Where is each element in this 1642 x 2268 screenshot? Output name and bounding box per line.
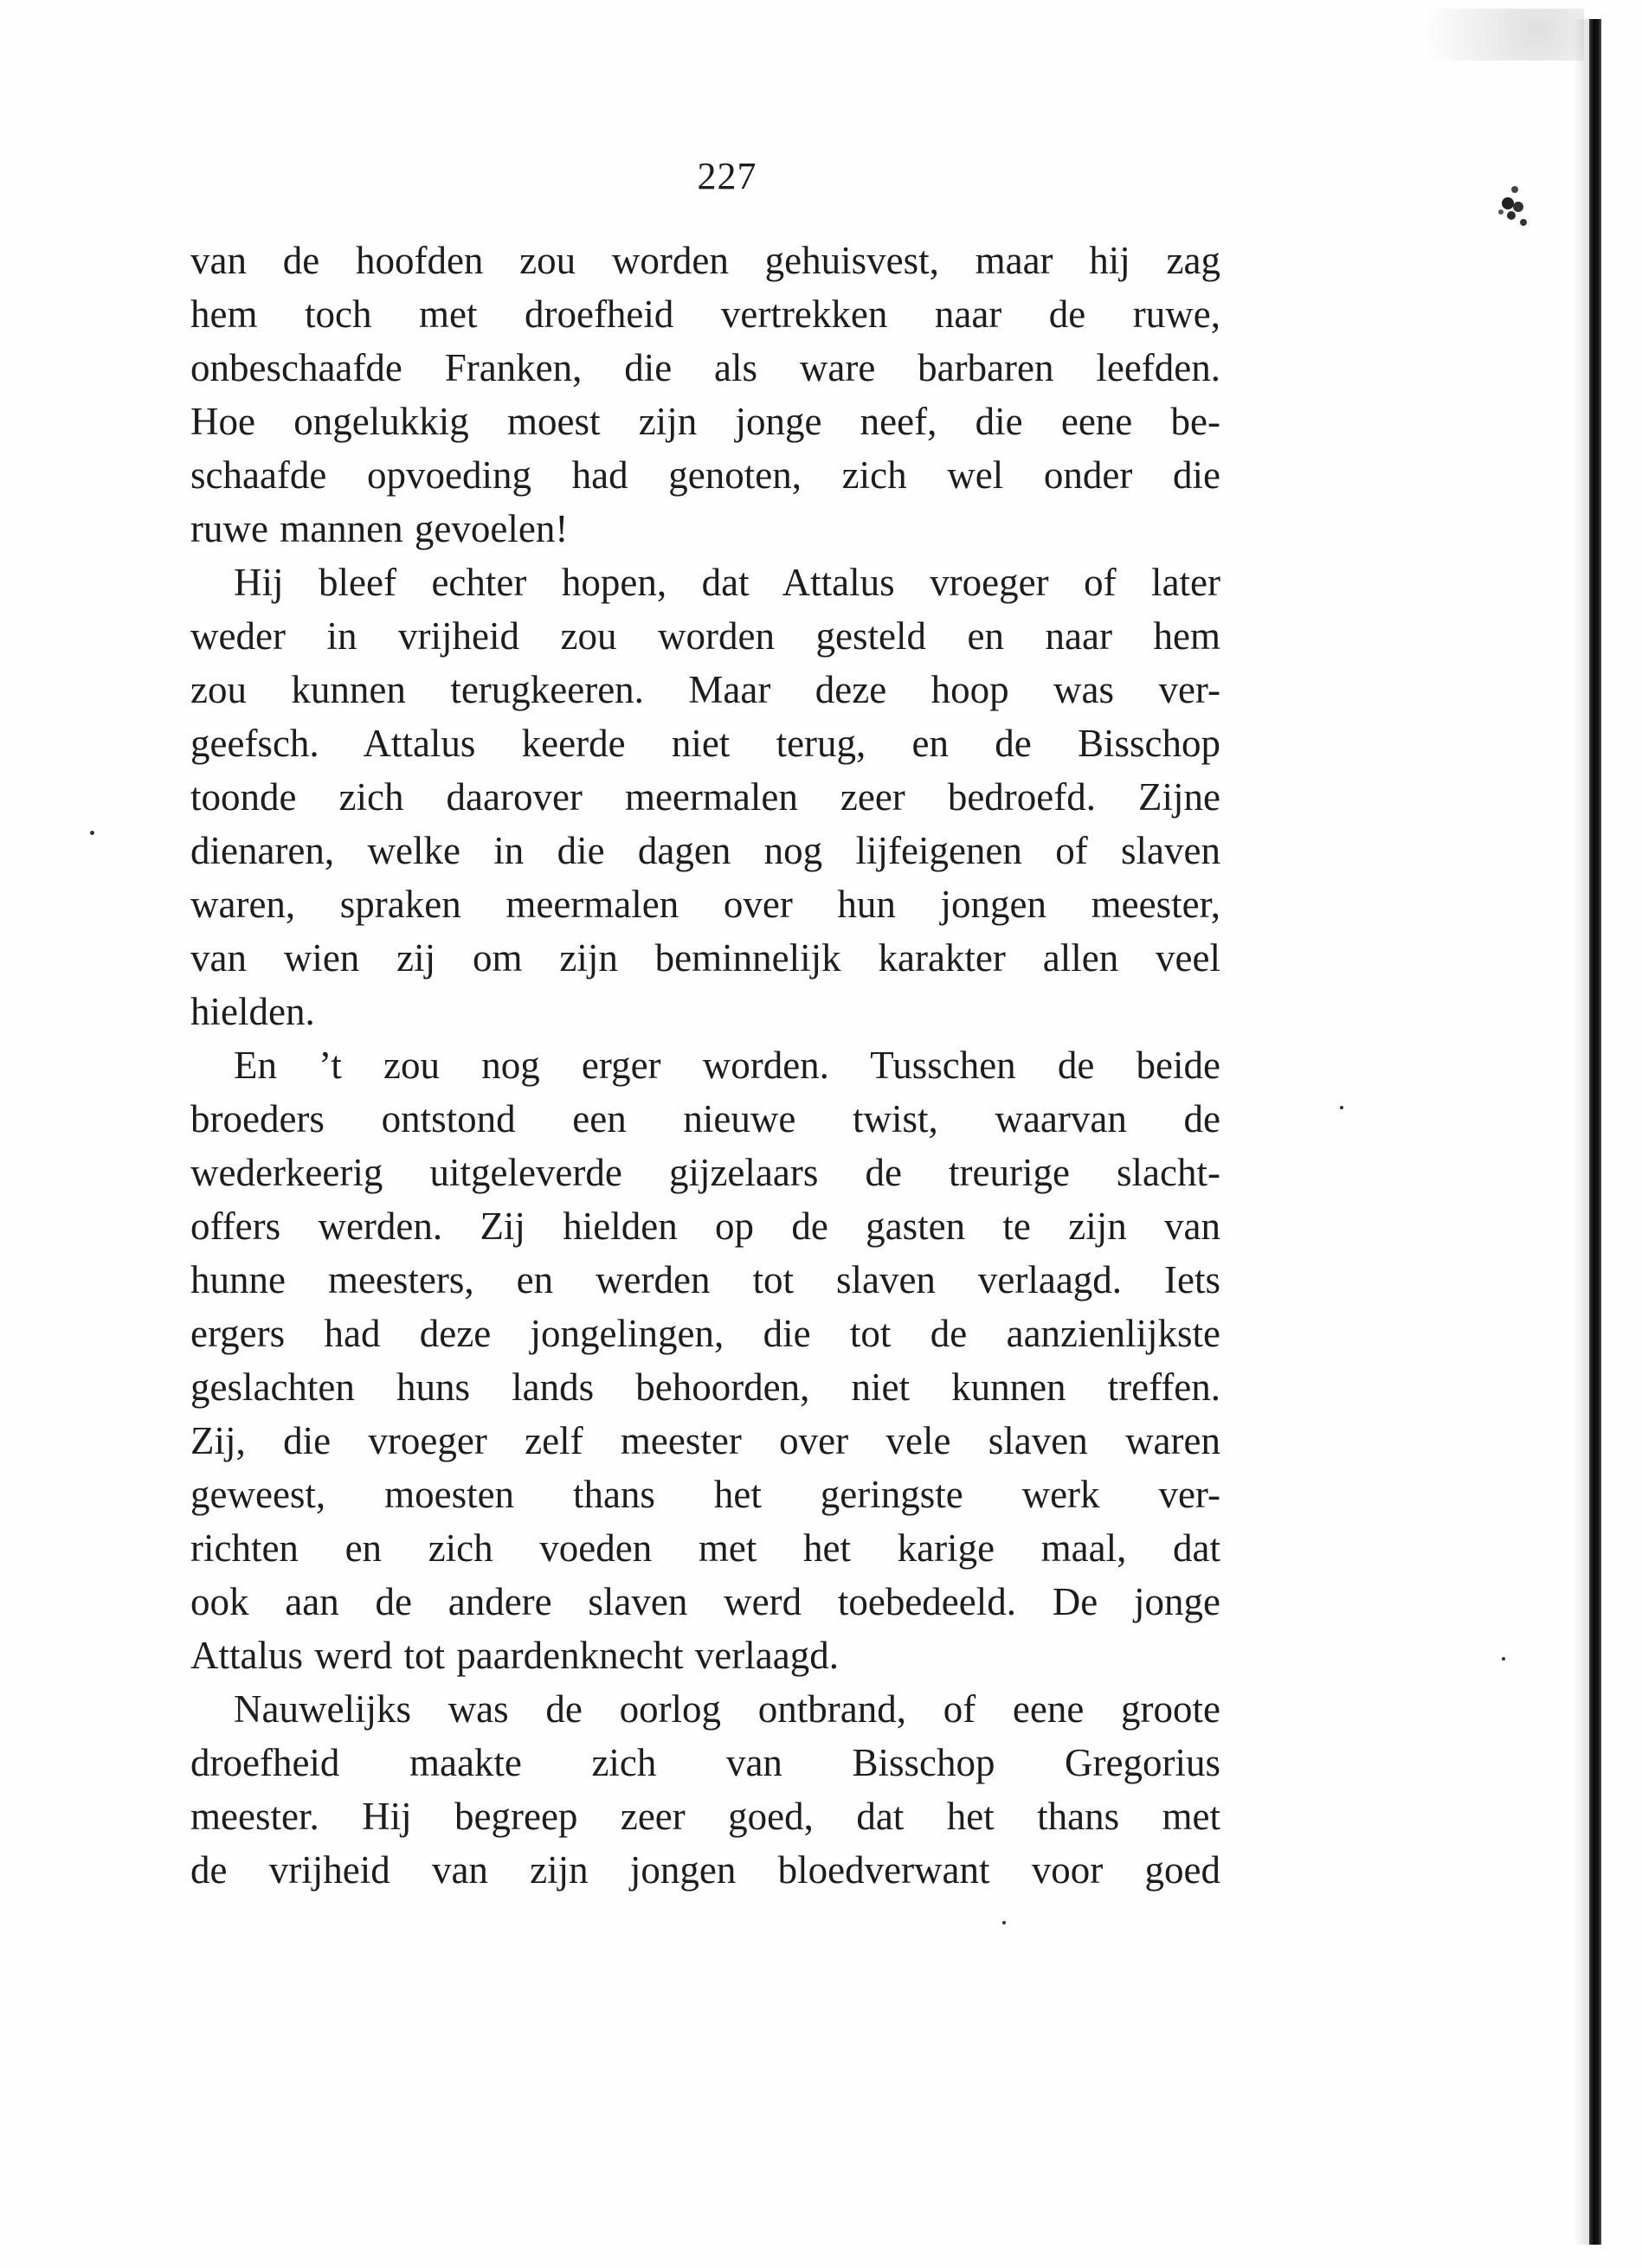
text-line: Attalus werd tot paardenknecht verlaagd.: [190, 1634, 839, 1677]
text-line: geslachten huns lands behoorden, niet kunnen treffen.: [190, 1365, 1220, 1409]
paragraph: [190, 234, 1220, 556]
speck: [1002, 1921, 1006, 1924]
text-line: meester. Hij begreep zeer goed, dat het thans met: [190, 1795, 1220, 1838]
text-line: En ’t zou nog erger worden. Tusschen de beide: [234, 1044, 1220, 1087]
text-line: offers werden. Zij hielden op de gasten te zijn van: [190, 1205, 1220, 1248]
paragraph: [190, 1038, 1220, 1682]
paragraph: [190, 1682, 1220, 1897]
text-line: Zij, die vroeger zelf meester over vele slaven waren: [190, 1419, 1220, 1462]
paragraph: [190, 556, 1220, 1038]
scan-noise: [1350, 9, 1584, 61]
text-line: ergers had deze jongelingen, die tot de aanzienlijkste: [190, 1312, 1220, 1355]
text-line: hielden.: [190, 990, 315, 1033]
speck: [1502, 1657, 1505, 1661]
book-binding-edge: [1589, 19, 1601, 2245]
text-line: geefsch. Attalus keerde niet terug, en de Bisschop: [190, 722, 1220, 765]
text-line: hunne meesters, en werden tot slaven verlaagd. Iets: [190, 1258, 1220, 1301]
text-line: ruwe mannen gevoelen!: [190, 507, 569, 550]
text-line: onbeschaafde Franken, die als ware barbaren leefden.: [190, 346, 1220, 389]
text-line: Nauwelijks was de oorlog ontbrand, of eene groote: [234, 1687, 1220, 1731]
speck: [90, 831, 94, 835]
ink-blot-decoration: [1489, 177, 1534, 238]
text-line: Hij bleef echter hopen, dat Attalus vroeger of later: [234, 561, 1220, 604]
text-line: hem toch met droefheid vertrekken naar de ruwe,: [190, 292, 1220, 336]
text-line: broeders ontstond een nieuwe twist, waarvan de: [190, 1097, 1220, 1140]
text-line: zou kunnen terugkeeren. Maar deze hoop was ver-: [190, 668, 1220, 711]
text-line: dienaren, welke in die dagen nog lijfeigenen of slaven: [190, 829, 1220, 872]
text-line: Hoe ongelukkig moest zijn jonge neef, die eene be-: [190, 400, 1220, 443]
text-line: toonde zich daarover meermalen zeer bedroefd. Zijne: [190, 775, 1220, 819]
text-line: droefheid maakte zich van Bisschop Gregorius: [190, 1741, 1220, 1784]
page-number: 227: [697, 155, 757, 197]
text-line: wederkeerig uitgeleverde gijzelaars de treurige slacht-: [190, 1151, 1220, 1194]
text-line: weder in vrijheid zou worden gesteld en naar hem: [190, 614, 1220, 658]
text-line: van de hoofden zou worden gehuisvest, maar hij zag: [190, 239, 1220, 282]
binding-shadow: [1574, 19, 1589, 2245]
text-line: ook aan de andere slaven werd toebedeeld. De jonge: [190, 1580, 1220, 1623]
text-line: geweest, moesten thans het geringste werk ver-: [190, 1473, 1220, 1516]
text-line: waren, spraken meermalen over hun jongen meester,: [190, 883, 1220, 926]
body-text: [190, 234, 1220, 1897]
text-line: schaafde opvoeding had genoten, zich wel onder die: [190, 453, 1220, 497]
text-line: van wien zij om zijn beminnelijk karakter allen veel: [190, 936, 1220, 980]
text-line: richten en zich voeden met het karige maal, dat: [190, 1526, 1220, 1570]
speck: [1340, 1106, 1343, 1109]
text-line: de vrijheid van zijn jongen bloedverwant voor goed: [190, 1848, 1220, 1892]
